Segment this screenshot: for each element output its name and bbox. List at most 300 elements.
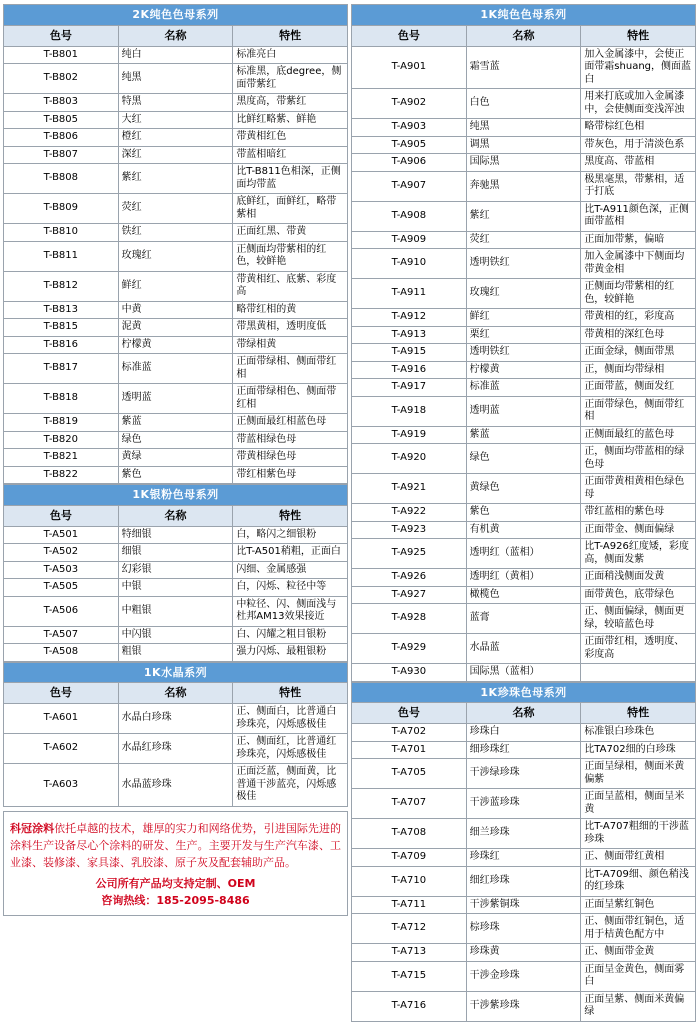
cell-name: 透明蓝 [118,384,233,414]
cell-property: 正、侧面偏绿，侧面更绿，较暗蓝色母 [581,604,696,634]
cell-name: 幻彩银 [118,561,233,579]
table-row [352,309,696,327]
table-row [4,449,348,467]
column-header-row [352,25,696,46]
cell-name: 干涉紫珍珠 [466,991,581,1021]
cell-code: T-A701 [352,741,467,759]
column-header-row [352,703,696,724]
column-header-name: 名称 [118,505,233,526]
cell-property: 白、闪耀之粗目银粉 [233,626,348,644]
cell-name: 透明红（黄相） [466,569,581,587]
cell-property: 带黄相红色 [233,129,348,147]
cell-property: 比T-A911颜色深，正侧面带蓝相 [581,201,696,231]
cell-code: T-B809 [4,194,119,224]
cell-property: 正侧面最红的蓝色母 [581,426,696,444]
cell-code: T-A708 [352,819,467,849]
cell-property [581,664,696,682]
cell-code: T-A505 [4,579,119,597]
section-title-text: 1K珍珠色母系列 [352,682,696,703]
table-row [352,604,696,634]
table-row [352,521,696,539]
cell-code: T-B808 [4,164,119,194]
cell-code: T-A925 [352,539,467,569]
cell-property: 比T-B811色相深，正侧面均带蓝 [233,164,348,194]
table-row [352,991,696,1021]
cell-property: 带蓝相绿色母 [233,431,348,449]
cell-code: T-A929 [352,634,467,664]
cell-name: 水晶红珍珠 [118,734,233,764]
cell-name: 标准蓝 [466,379,581,397]
cell-code: T-A705 [352,759,467,789]
cell-property: 带黑黄相，透明度低 [233,319,348,337]
cell-code: T-A905 [352,136,467,154]
table-row [4,146,348,164]
column-header-property: 特性 [233,505,348,526]
cell-property: 比T-A707粗细的干涉蓝珍珠 [581,819,696,849]
column-header-name: 名称 [466,25,581,46]
table-row [352,326,696,344]
table-row [4,384,348,414]
table-row [352,136,696,154]
table-row [4,129,348,147]
cell-code: T-A927 [352,586,467,604]
cell-name: 中黄 [118,301,233,319]
cell-property: 正面呈紫红铜色 [581,896,696,914]
cell-name: 透明蓝 [466,396,581,426]
cell-name: 细兰珍珠 [466,819,581,849]
cell-property: 带灰色，用于清淡色系 [581,136,696,154]
cell-code: T-A908 [352,201,467,231]
cell-code: T-B810 [4,224,119,242]
cell-code: T-B805 [4,111,119,129]
column-header-code: 色号 [4,25,119,46]
table-row [352,426,696,444]
cell-property: 带蓝相暗红 [233,146,348,164]
table-row [352,231,696,249]
cell-property: 正面带绿色，侧面带红相 [581,396,696,426]
left-column [3,4,348,907]
cell-name: 纯黑 [466,119,581,137]
cell-name: 透明铁红 [466,249,581,279]
cell-name: 玫瑰红 [118,241,233,271]
cell-code: T-A928 [352,604,467,634]
section-header-2k-pure-color [4,5,348,26]
table-row [352,664,696,682]
section-table-1k-silver-powder [3,484,348,662]
cell-name: 珍珠红 [466,849,581,867]
cell-code: T-B821 [4,449,119,467]
table-row [352,849,696,867]
cell-name: 紫红 [118,164,233,194]
cell-name: 鲜红 [118,271,233,301]
cell-code: T-B812 [4,271,119,301]
section-header-1k-crystal [4,662,348,683]
cell-code: T-A709 [352,849,467,867]
cell-property: 用来打底或加入金属漆中，会使侧面变浅浑浊 [581,89,696,119]
table-row [4,466,348,484]
cell-code: T-A602 [4,734,119,764]
cell-code: T-A912 [352,309,467,327]
cell-name: 霜雪蓝 [466,46,581,89]
column-header-row [4,25,348,46]
cell-code: T-B813 [4,301,119,319]
promo-oem-line: 公司所有产品均支持定制、OEM [95,876,256,890]
cell-name: 玫瑰红 [466,279,581,309]
table-row [352,154,696,172]
section-title-text: 1K纯色色母系列 [352,5,696,26]
cell-code: T-A926 [352,569,467,587]
table-row [4,94,348,112]
cell-name: 紫蓝 [118,414,233,432]
table-row [4,734,348,764]
cell-name: 黄绿色 [466,474,581,504]
cell-property: 面带黄色，底带绿色 [581,586,696,604]
cell-property: 正面带金、侧面偏绿 [581,521,696,539]
cell-code: T-A906 [352,154,467,172]
cell-code: T-A916 [352,361,467,379]
cell-property: 极黑毫黑，带紫相，适于打底 [581,171,696,201]
cell-code: T-B822 [4,466,119,484]
table-row [4,271,348,301]
cell-name: 干涉紫铜珠 [466,896,581,914]
cell-name: 黄绿 [118,449,233,467]
table-row [352,361,696,379]
cell-name: 橙红 [118,129,233,147]
cell-name: 中粗银 [118,596,233,626]
cell-property: 略带红相的黄 [233,301,348,319]
cell-name: 特黑 [118,94,233,112]
section-table-1k-pearl [351,682,696,1022]
cell-code: T-A903 [352,119,467,137]
table-row [352,944,696,962]
cell-property: 正面呈蓝相，侧面呈米黄 [581,789,696,819]
cell-code: T-B811 [4,241,119,271]
promo-hotline[interactable]: 咨询热线：185-2095-8486 [101,893,250,907]
cell-code: T-B819 [4,414,119,432]
table-row [352,539,696,569]
cell-code: T-A917 [352,379,467,397]
cell-name: 柠檬黄 [118,336,233,354]
cell-code: T-A907 [352,171,467,201]
cell-name: 干涉绿珍珠 [466,759,581,789]
cell-name: 奔驰黑 [466,171,581,201]
table-row [352,379,696,397]
cell-name: 泥黄 [118,319,233,337]
table-row [352,171,696,201]
promo-text: 依托卓越的技术，雄厚的实力和网络优势，引进国际先进的涂料生产设备尽心个涂料的研发、生产。主要开发与生产汽车漆、工业漆、装修漆、家具漆、乳胶漆、原子灰及配套辅助产品。 [10,821,342,869]
cell-name: 国际黑（蓝相） [466,664,581,682]
cell-code: T-A507 [4,626,119,644]
table-row [4,319,348,337]
table-row [4,626,348,644]
cell-property: 正面带蓝，侧面发红 [581,379,696,397]
cell-name: 白色 [466,89,581,119]
cell-code: T-A918 [352,396,467,426]
table-row [352,46,696,89]
table-row [4,561,348,579]
table-row [4,64,348,94]
table-row [4,164,348,194]
section-title-text: 1K银粉色母系列 [4,485,348,506]
table-row [4,644,348,662]
column-header-code: 色号 [352,25,467,46]
table-row [352,586,696,604]
cell-code: T-A910 [352,249,467,279]
table-row [352,741,696,759]
cell-name: 水晶白珍珠 [118,704,233,734]
cell-name: 棕珍珠 [466,914,581,944]
table-row [4,414,348,432]
cell-name: 橄榄色 [466,586,581,604]
cell-code: T-B801 [4,46,119,64]
cell-property: 比T-A709细、颜色稍浅的红珍珠 [581,866,696,896]
cell-code: T-B803 [4,94,119,112]
cell-property: 带黄相绿色母 [233,449,348,467]
cell-code: T-A923 [352,521,467,539]
section-header-1k-silver-powder [4,485,348,506]
cell-name: 纯白 [118,46,233,64]
cell-property: 正面呈金黄色，侧面雾白 [581,961,696,991]
column-header-row [4,683,348,704]
cell-property: 比T-A501稍粗，正面白 [233,544,348,562]
cell-property: 中粒径、闪、侧面浅与杜邦AM13效果接近 [233,596,348,626]
cell-code: T-B807 [4,146,119,164]
cell-property: 加入金属漆中下侧面均带黄金相 [581,249,696,279]
cell-code: T-A716 [352,991,467,1021]
cell-property: 带黄相的红，彩度高 [581,309,696,327]
cell-property: 闪细、金属感强 [233,561,348,579]
cell-property: 正面金绿，侧面带黑 [581,344,696,362]
right-column [351,4,696,1017]
cell-code: T-A930 [352,664,467,682]
section-title-text: 1K水晶系列 [4,662,348,683]
table-row [4,704,348,734]
table-row [352,89,696,119]
cell-property: 带黄相的深红色母 [581,326,696,344]
table-row [352,201,696,231]
cell-property: 正面加带紫，偏暗 [581,231,696,249]
table-row [4,596,348,626]
table-row [4,579,348,597]
cell-code: T-A502 [4,544,119,562]
cell-property: 略带棕红色相 [581,119,696,137]
cell-name: 蓝膏 [466,604,581,634]
cell-name: 国际黑 [466,154,581,172]
cell-property: 正面带绿相、侧面带红相 [233,354,348,384]
cell-property: 正，侧面均带绿相 [581,361,696,379]
cell-code: T-A902 [352,89,467,119]
cell-code: T-A901 [352,46,467,89]
table-row [352,634,696,664]
table-row [4,241,348,271]
cell-property: 带红蓝相的紫色母 [581,504,696,522]
cell-name: 干涉金珍珠 [466,961,581,991]
column-header-name: 名称 [118,25,233,46]
cell-code: T-B818 [4,384,119,414]
cell-property: 带红相紫色母 [233,466,348,484]
cell-property: 标准黑，底degree，侧面带紫红 [233,64,348,94]
cell-name: 绿色 [118,431,233,449]
table-row [352,914,696,944]
cell-name: 柠檬黄 [466,361,581,379]
column-header-property: 特性 [581,703,696,724]
table-row [352,444,696,474]
cell-name: 水晶蓝 [466,634,581,664]
cell-name: 细珍珠红 [466,741,581,759]
column-header-name: 名称 [466,703,581,724]
cell-name: 荧红 [118,194,233,224]
cell-code: T-B806 [4,129,119,147]
cell-property: 比TA702细的白珍珠 [581,741,696,759]
cell-property: 白，闪烁、粒径中等 [233,579,348,597]
cell-property: 正面泛蓝，侧面黄，比普通干涉蓝亮，闪烁感极佳 [233,764,348,807]
table-row [352,119,696,137]
cell-code: T-A711 [352,896,467,914]
section-header-1k-pure-color [352,5,696,26]
table-row [352,724,696,742]
cell-property: 带黄相红、底紫、彩度高 [233,271,348,301]
cell-code: T-B816 [4,336,119,354]
cell-name: 荧红 [466,231,581,249]
cell-property: 正面呈绿相，侧面米黄偏紫 [581,759,696,789]
cell-property: 正侧面最红相蓝色母 [233,414,348,432]
cell-code: T-A501 [4,526,119,544]
cell-name: 紫色 [118,466,233,484]
cell-property: 比T-A926红度矮，彩度高，侧面发紫 [581,539,696,569]
cell-name: 透明铁红 [466,344,581,362]
cell-code: T-A922 [352,504,467,522]
table-row [4,224,348,242]
cell-property: 白，略闪之细银粉 [233,526,348,544]
cell-code: T-A915 [352,344,467,362]
table-row [4,336,348,354]
table-row [4,354,348,384]
section-title-text: 2K纯色色母系列 [4,5,348,26]
cell-property: 带绿相黄 [233,336,348,354]
table-row [4,544,348,562]
cell-property: 黑度高，带紫红 [233,94,348,112]
cell-property: 正、侧面红，比普通红珍珠亮，闪烁感极佳 [233,734,348,764]
cell-property: 强力闪烁、最粗银粉 [233,644,348,662]
cell-property: 底鲜红，面鲜红，略带紫相 [233,194,348,224]
cell-code: T-B815 [4,319,119,337]
table-row [352,474,696,504]
cell-property: 标准亮白 [233,46,348,64]
cell-name: 铁红 [118,224,233,242]
cell-name: 调黑 [466,136,581,154]
table-row [352,789,696,819]
cell-code: T-A702 [352,724,467,742]
cell-code: T-A913 [352,326,467,344]
table-row [352,504,696,522]
cell-name: 鲜红 [466,309,581,327]
cell-property: 正、侧面带红黄相 [581,849,696,867]
column-header-code: 色号 [4,505,119,526]
section-table-1k-pure-color [351,4,696,682]
cell-code: T-B820 [4,431,119,449]
table-row [352,396,696,426]
cell-property: 标准银白珍珠色 [581,724,696,742]
table-row [352,896,696,914]
cell-property: 黑度高、带蓝相 [581,154,696,172]
promo-paragraph [10,820,341,871]
cell-code: T-A707 [352,789,467,819]
column-header-property: 特性 [233,25,348,46]
column-header-code: 色号 [4,683,119,704]
table-row [4,301,348,319]
cell-name: 栗红 [466,326,581,344]
column-header-row [4,505,348,526]
table-row [4,431,348,449]
cell-property: 正面红黑、带黄 [233,224,348,242]
cell-name: 特细银 [118,526,233,544]
cell-code: T-A712 [352,914,467,944]
table-row [352,759,696,789]
cell-name: 有机黄 [466,521,581,539]
cell-property: 正面带绿相色、侧面带红相 [233,384,348,414]
cell-name: 细银 [118,544,233,562]
cell-code: T-A713 [352,944,467,962]
cell-property: 正、侧面白，比普通白珍珠亮，闪烁感极佳 [233,704,348,734]
promo-brand: 科冠涂料 [10,821,55,835]
cell-property: 正面带红相，透明度、彩度高 [581,634,696,664]
cell-code: T-A503 [4,561,119,579]
cell-code: T-A710 [352,866,467,896]
cell-code: T-A911 [352,279,467,309]
table-row [352,344,696,362]
cell-code: T-A919 [352,426,467,444]
cell-name: 水晶蓝珍珠 [118,764,233,807]
cell-name: 紫色 [466,504,581,522]
cell-code: T-B802 [4,64,119,94]
cell-name: 粗银 [118,644,233,662]
table-row [352,569,696,587]
cell-name: 中闪银 [118,626,233,644]
cell-name: 大红 [118,111,233,129]
cell-code: T-A601 [4,704,119,734]
cell-name: 标准蓝 [118,354,233,384]
table-row [4,46,348,64]
cell-property: 加入金属漆中，会使正面带霜shuang，侧面蓝白 [581,46,696,89]
cell-name: 珍珠黄 [466,944,581,962]
table-row [352,961,696,991]
cell-property: 正，侧面均带蓝相的绿色母 [581,444,696,474]
cell-name: 透明红（蓝相） [466,539,581,569]
cell-name: 珍珠白 [466,724,581,742]
cell-property: 正侧面均带紫相的红色，较鲜艳 [233,241,348,271]
section-table-1k-crystal [3,662,348,807]
cell-code: T-B817 [4,354,119,384]
cell-code: T-A508 [4,644,119,662]
table-row [4,764,348,807]
table-row [352,866,696,896]
cell-property: 正面稍浅侧面发黄 [581,569,696,587]
cell-property: 正面呈紫、侧面米黄偏绿 [581,991,696,1021]
section-header-1k-pearl [352,682,696,703]
column-header-code: 色号 [352,703,467,724]
table-row [352,819,696,849]
cell-name: 细红珍珠 [466,866,581,896]
cell-name: 绿色 [466,444,581,474]
cell-property: 正面带黄相黄相色绿色母 [581,474,696,504]
column-header-property: 特性 [581,25,696,46]
table-row [352,279,696,309]
cell-property: 正侧面均带紫相的红色，较鲜艳 [581,279,696,309]
table-row [4,526,348,544]
cell-name: 紫红 [466,201,581,231]
cell-code: T-A909 [352,231,467,249]
table-row [4,194,348,224]
